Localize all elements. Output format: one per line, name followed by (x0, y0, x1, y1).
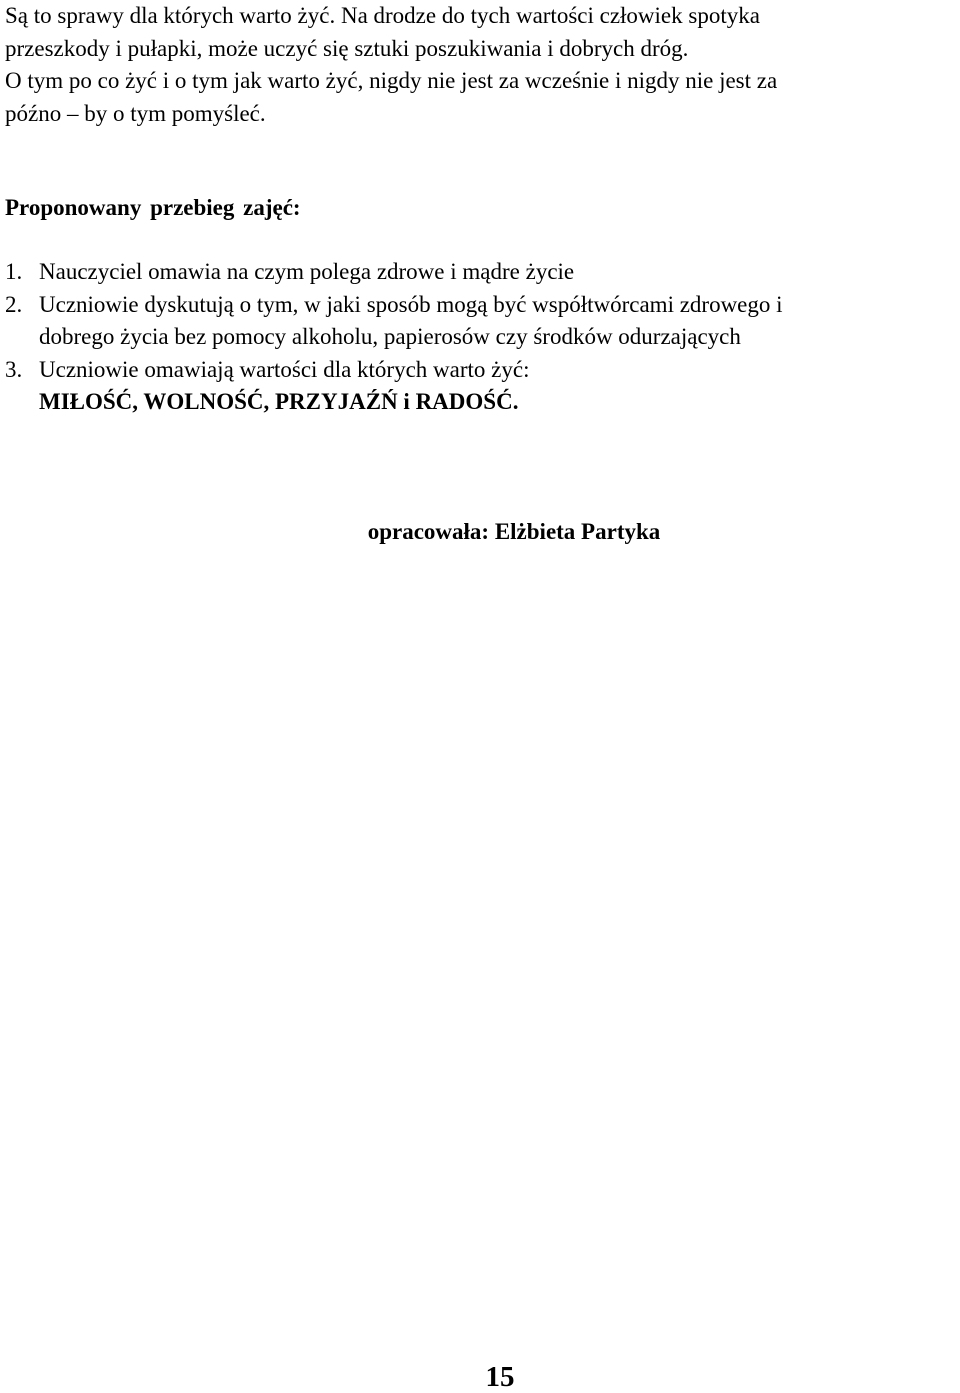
step-text: Uczniowie dyskutują o tym, w jaki sposób mogą być współtwórcami zdrowego i (39, 291, 783, 317)
step-text: dobrego życia bez pomocy alkoholu, papierosów czy środków odurzających (39, 324, 741, 349)
steps-list (5, 256, 955, 419)
step-item (5, 354, 955, 419)
step-item (5, 256, 955, 289)
values-list: MIŁOŚĆ, WOLNOŚĆ, PRZYJAŹŃ i RADOŚĆ. (39, 389, 519, 414)
step-number: 2. (5, 291, 23, 317)
intro-line: O tym po co żyć i o tym jak warto żyć, nigdy nie jest za wcześnie i nigdy nie jest za (5, 68, 778, 93)
intro-line: przeszkody i pułapki, może uczyć się sztuki poszukiwania i dobrych dróg. (5, 35, 689, 61)
step-text: Nauczyciel omawia na czym polega zdrowe i mądre życie (39, 259, 575, 284)
step-item (5, 289, 955, 354)
intro-line: późno – by o tym pomyśleć. (5, 100, 266, 126)
intro-paragraph (5, 0, 955, 130)
intro-line: Są to sprawy dla których warto żyć. Na drodze do tych wartości człowiek spotyka (5, 3, 760, 28)
section-heading: Proponowany przebieg zajęć: (5, 195, 301, 220)
author-credit: opracowała: Elżbieta Partyka (367, 519, 661, 544)
page-number: 15 (485, 1361, 515, 1393)
step-text: Uczniowie omawiają wartości dla których warto żyć: (39, 356, 530, 382)
step-number: 1. (5, 259, 23, 284)
step-number: 3. (5, 356, 23, 382)
